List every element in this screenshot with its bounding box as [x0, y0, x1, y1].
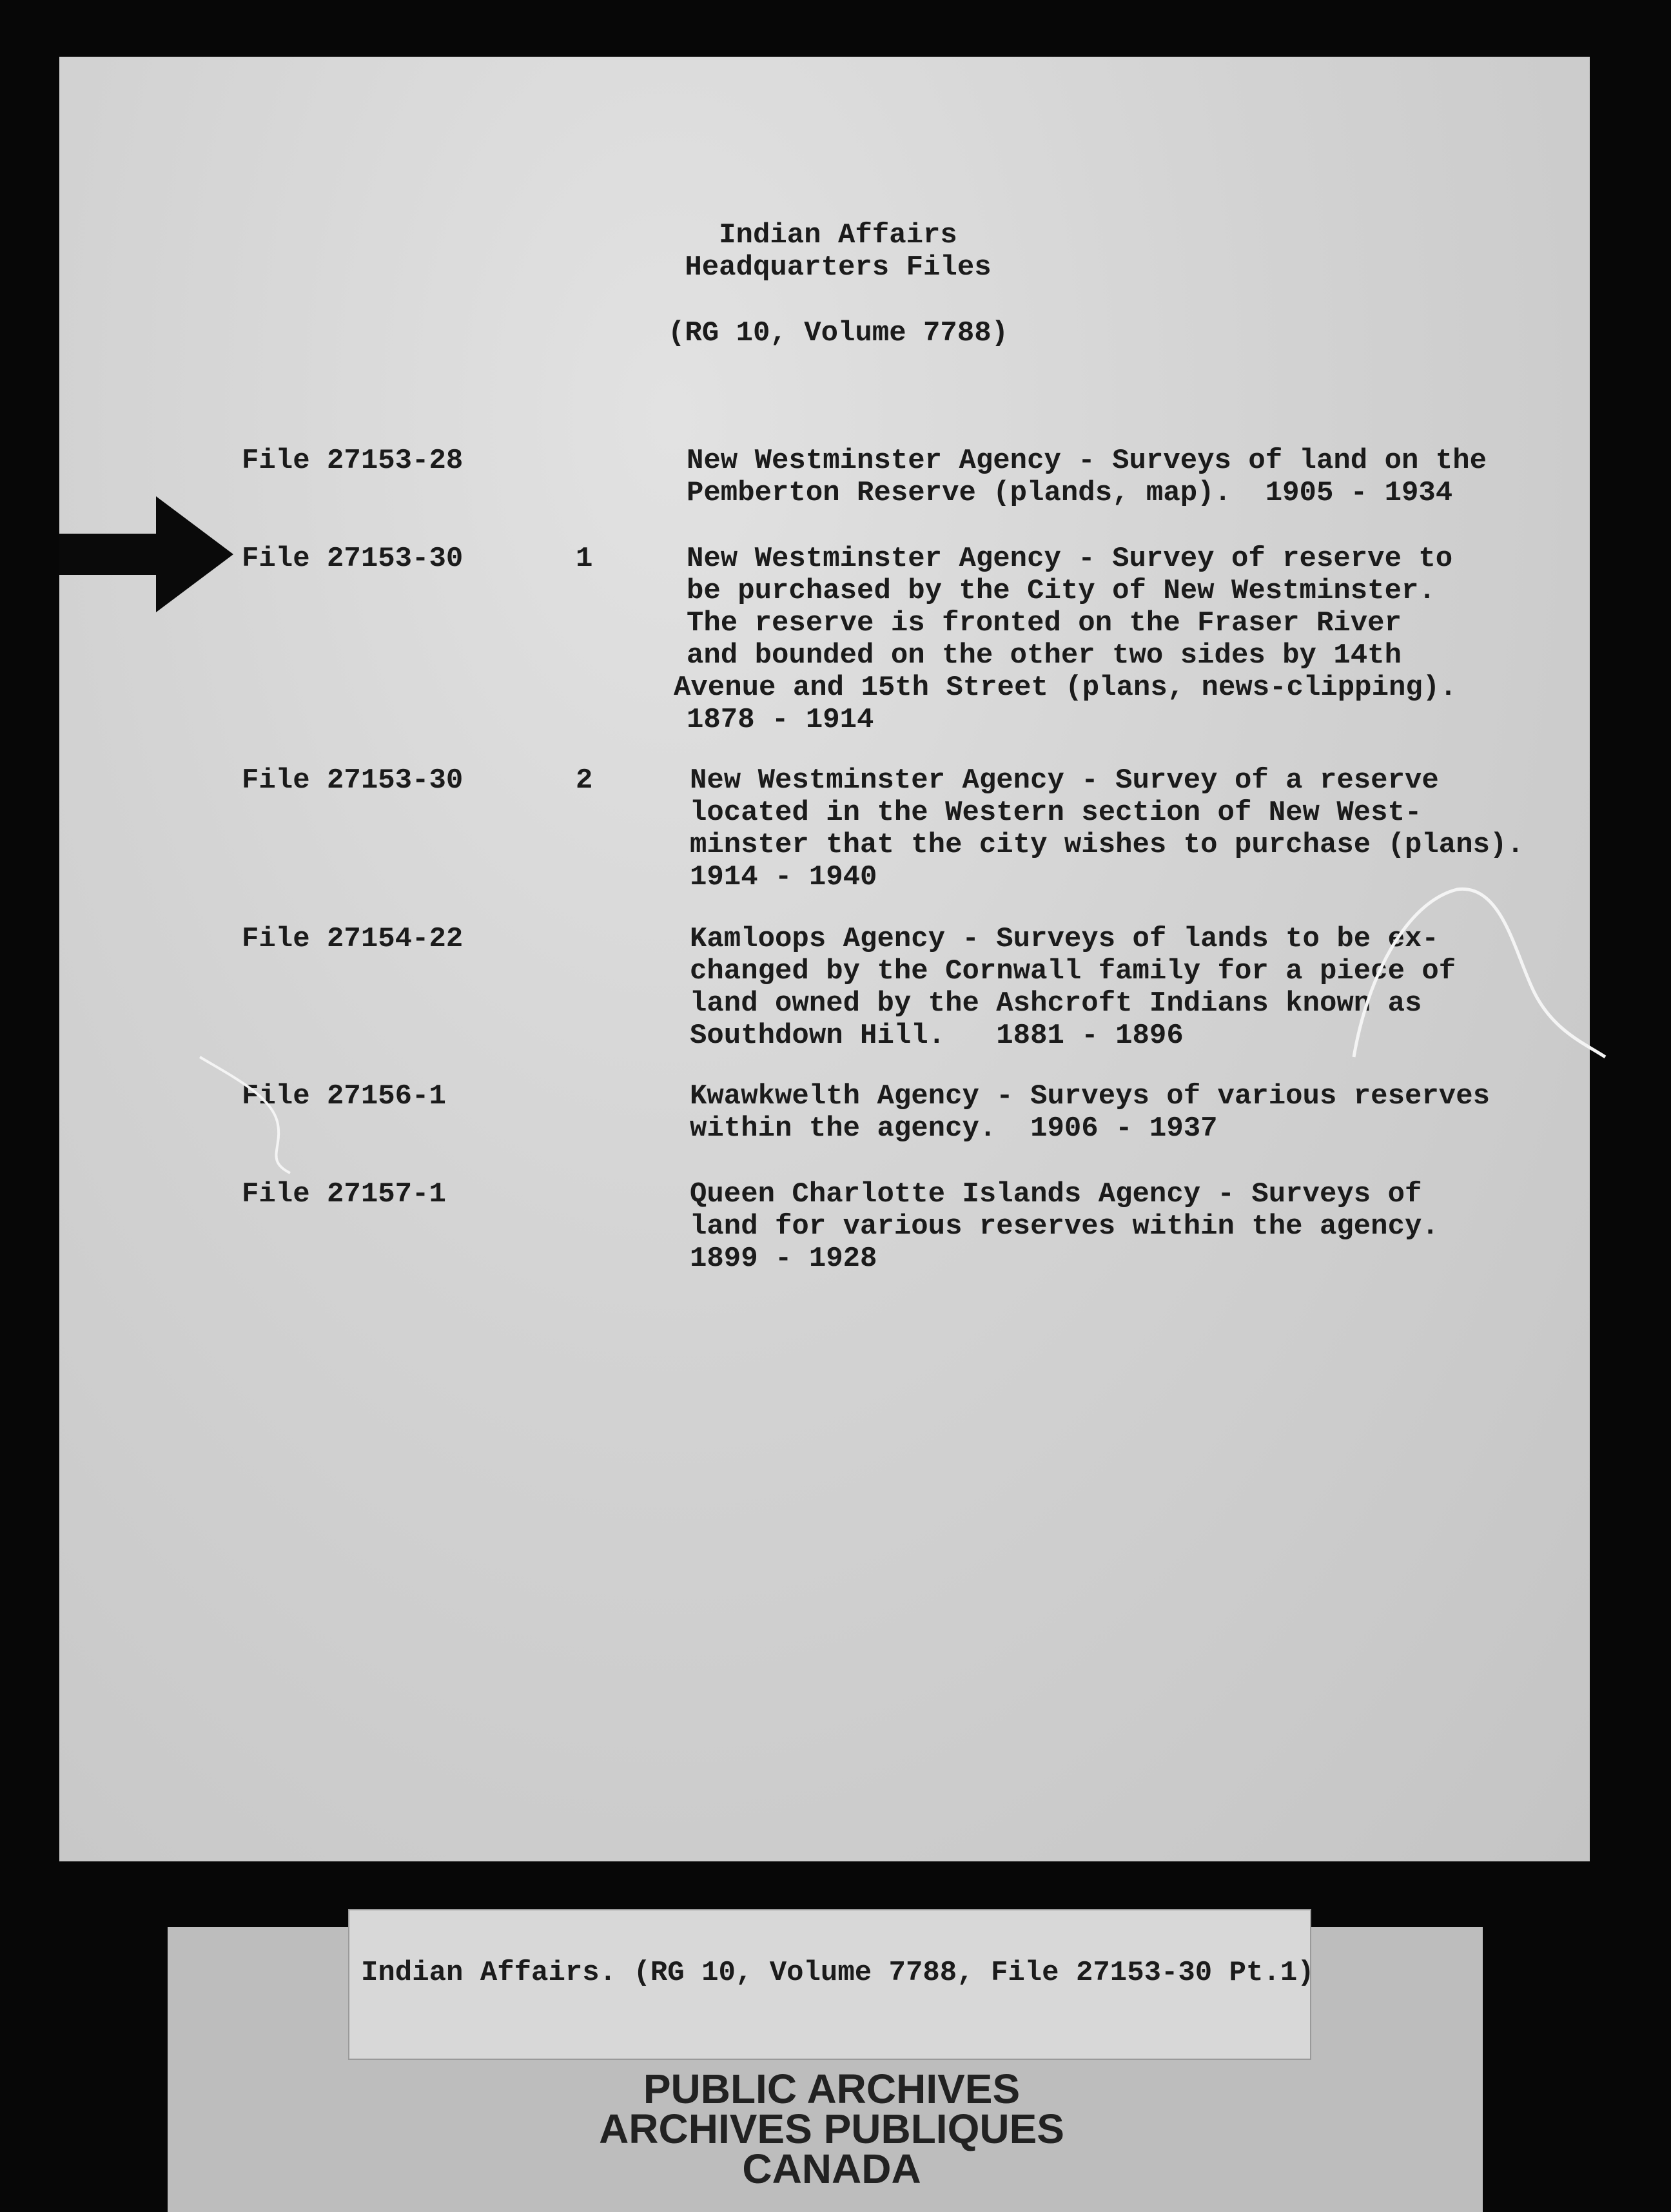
header-volume: (RG 10, Volume 7788) — [667, 317, 1009, 349]
header-title: Indian Affairs — [719, 219, 957, 251]
entry-description-line: within the agency. 1906 - 1937 — [690, 1112, 1218, 1145]
entry-description-line: be purchased by the City of New Westminster. — [687, 575, 1436, 607]
entry-description-line: 1899 - 1928 — [690, 1243, 877, 1275]
entry-description-line: minster that the city wishes to purchase (plans). — [690, 829, 1524, 861]
entry-description-line: Avenue and 15th Street (plans, news-clipping). — [674, 672, 1457, 704]
stamp-line: CANADA — [742, 2146, 921, 2192]
entry-description-line: The reserve is fronted on the Fraser River — [687, 607, 1402, 639]
entry-description-line: Kwawkwelth Agency - Surveys of various reserves — [690, 1080, 1490, 1112]
stamp-line: PUBLIC ARCHIVES — [643, 2066, 1021, 2112]
entry-description-line: located in the Western section of New West- — [690, 797, 1422, 829]
entry-description-line: Kamloops Agency - Surveys of lands to be ex- — [690, 923, 1439, 955]
entry-description-line: Southdown Hill. 1881 - 1896 — [690, 1020, 1184, 1052]
file-number: File 27153-30 — [242, 764, 464, 797]
entry-description-line: land for various reserves within the agency. — [690, 1210, 1439, 1243]
header-subtitle: Headquarters Files — [685, 251, 992, 284]
reference-label-text: Indian Affairs. (RG 10, Volume 7788, File 27153-30 Pt.1) — [361, 1957, 1314, 1989]
file-number: File 27153-30 — [242, 543, 464, 575]
entry-description-line: Queen Charlotte Islands Agency - Surveys of — [690, 1178, 1422, 1210]
entry-description-line: New Westminster Agency - Surveys of land on the — [687, 445, 1487, 477]
file-number: File 27157-1 — [242, 1178, 446, 1210]
entry-description-line: New Westminster Agency - Survey of reserve to — [687, 543, 1453, 575]
entry-description-line: Pemberton Reserve (plands, map). 1905 - 1934 — [687, 477, 1453, 509]
entry-description-line: New Westminster Agency - Survey of a reserve — [690, 764, 1439, 797]
film-scratch — [193, 1051, 322, 1179]
film-scratch — [1341, 864, 1612, 1070]
entry-description-line: 1878 - 1914 — [687, 704, 874, 736]
file-number: File 27156-1 — [242, 1080, 446, 1112]
entry-description-line: 1914 - 1940 — [690, 861, 877, 893]
part-number: 2 — [576, 764, 593, 797]
arrow-pointer-icon — [59, 496, 253, 612]
file-number: File 27154-22 — [242, 923, 464, 955]
part-number: 1 — [576, 543, 593, 575]
stamp-line: ARCHIVES PUBLIQUES — [599, 2106, 1064, 2152]
entry-description-line: changed by the Cornwall family for a piece of — [690, 955, 1456, 987]
entry-description-line: and bounded on the other two sides by 14th — [687, 639, 1402, 672]
entry-description-line: land owned by the Ashcroft Indians known as — [690, 987, 1422, 1020]
public-archives-stamp — [580, 2066, 1083, 2192]
file-number: File 27153-28 — [242, 445, 464, 477]
